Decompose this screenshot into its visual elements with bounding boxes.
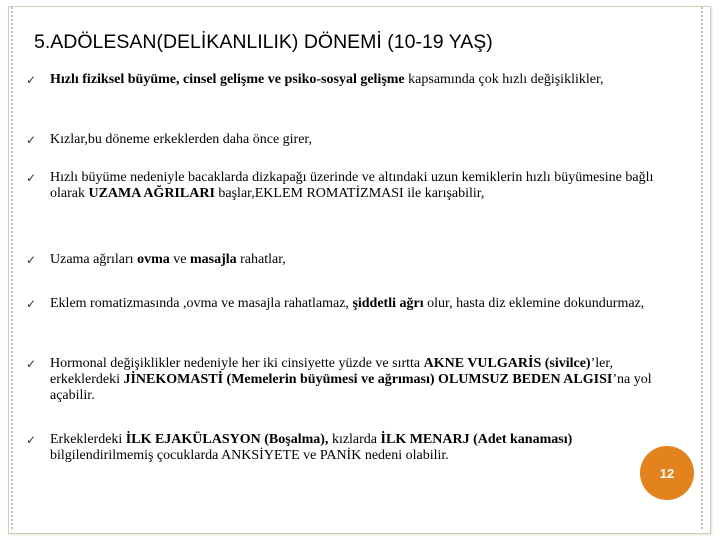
bullet-plain-text: bilgilendirilmemiş çocuklarda ANKSİYETE ve PANİK nedeni olabilir. bbox=[50, 448, 449, 463]
bullet-text bbox=[50, 132, 662, 148]
bullet-text bbox=[50, 356, 662, 404]
bullet-text bbox=[50, 432, 640, 464]
bullet-text bbox=[50, 170, 662, 202]
right-dotted-border bbox=[700, 6, 704, 530]
bullet-plain-text: ve bbox=[169, 252, 190, 267]
bullet-plain-text: Uzama ağrıları bbox=[50, 252, 138, 267]
slide-title: 5.ADÖLESAN(DELİKANLILIK) DÖNEMİ (10-19 YAŞ) bbox=[34, 31, 493, 53]
checkmark-icon: ✓ bbox=[26, 133, 37, 147]
bullet-plain-text: Hızlı büyüme nedeniyle bacaklarda dizkapağı üzerinde ve altındaki uzun kemiklerin hızlı büyümesine bağlı olarak bbox=[50, 170, 654, 201]
checkmark-icon: ✓ bbox=[26, 433, 37, 447]
left-dotted-border bbox=[10, 6, 14, 530]
checkmark-icon: ✓ bbox=[26, 357, 37, 371]
bullet-bold-text: UZAMA AĞRILARI bbox=[88, 186, 215, 201]
bullet-plain-text: Hormonal değişiklikler nedeniyle her iki cinsiyette yüzde ve sırtta bbox=[50, 356, 424, 371]
bullet-plain-text: rahatlar, bbox=[236, 252, 286, 267]
slide-number-badge: 12 bbox=[640, 446, 694, 500]
bullet-plain-text: Eklem romatizmasında ,ovma ve masajla rahatlamaz, bbox=[50, 296, 353, 311]
bullet-text bbox=[50, 296, 662, 312]
bullet-bold-text: İLK MENARJ (Adet kanaması) bbox=[380, 432, 573, 447]
bullet-bold-text: şiddetli ağrı bbox=[352, 296, 424, 311]
checkmark-icon: ✓ bbox=[26, 171, 37, 185]
bullet-bold-text: ovma bbox=[137, 252, 170, 267]
bullet-bold-text: İLK EJAKÜLASYON (Boşalma), bbox=[125, 432, 329, 447]
checkmark-icon: ✓ bbox=[26, 253, 37, 267]
bullet-bold-text: JİNEKOMASTİ (Memelerin büyümesi ve ağrıması) OLUMSUZ BEDEN ALGISI bbox=[123, 372, 613, 387]
bullet-plain-text: kapsamında çok hızlı değişiklikler, bbox=[404, 72, 604, 87]
bullet-plain-text: başlar,EKLEM ROMATİZMASI ile karışabilir, bbox=[214, 186, 485, 201]
bullet-text bbox=[50, 72, 662, 88]
bullet-plain-text: Erkeklerdeki bbox=[50, 432, 126, 447]
bullet-plain-text: olur, hasta diz eklemine dokundurmaz, bbox=[423, 296, 645, 311]
bullet-text bbox=[50, 252, 662, 268]
bullet-plain-text: Kızlar,bu döneme erkeklerden daha önce girer, bbox=[50, 132, 313, 147]
bullet-plain-text: ’ler, erkeklerdeki bbox=[50, 356, 613, 387]
bullet-plain-text: ’na yol açabilir. bbox=[50, 372, 652, 403]
bullet-plain-text: kızlarda bbox=[328, 432, 381, 447]
checkmark-icon: ✓ bbox=[26, 73, 37, 87]
checkmark-icon: ✓ bbox=[26, 297, 37, 311]
bullet-bold-text: AKNE VULGARİS (sivilce) bbox=[423, 356, 591, 371]
bullet-bold-text: Hızlı fiziksel büyüme, cinsel gelişme ve psiko-sosyal gelişme bbox=[50, 72, 405, 87]
bullet-bold-text: masajla bbox=[189, 252, 237, 267]
